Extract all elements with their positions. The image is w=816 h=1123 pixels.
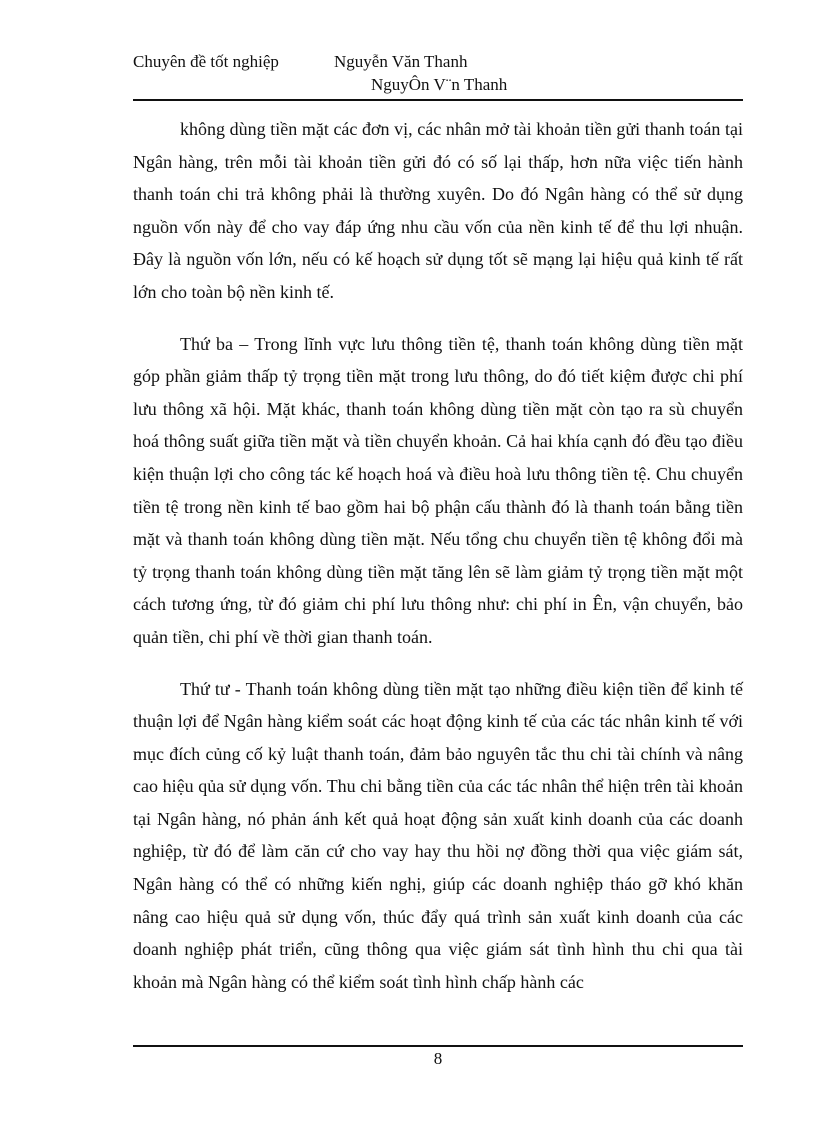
page-number: 8: [433, 1049, 443, 1068]
paragraph-thu-ba: Thứ ba – Trong lĩnh vực lưu thông tiền tệ, thanh toán không dùng tiền mặt góp phần giảm thấp tỷ trọng tiền mặt trong lưu thông, do đó tiết kiệm được chi phí lưu thông xã hội. Mặt khác, thanh toán không dùng tiền mặt còn tạo ra sù chuyển hoá thông suất giữa tiền mặt và tiền chuyển khoản. Cả hai khía cạnh đó đều tạo điều kiện thuận lợi cho công tác kế hoạch hoá và điều hoà lưu thông tiền tệ. Chu chuyển tiền tệ trong nền kinh tế bao gồm hai bộ phận cấu thành đó là thanh toán bằng tiền mặt và thanh toán không dùng tiền mặt. Nếu tổng chu chuyển tiền tệ không đổi mà tỷ trọng thanh toán không dùng tiền mặt tăng lên sẽ làm giảm tỷ trọng tiền mặt một cách tương ứng, từ đó giảm chi phí lưu thông như: chi phí in Ên, vận chuyển, bảo quản tiền, chi phí về thời gian thanh toán.: [133, 333, 743, 647]
document-title: Chuyên đề tốt nghiệp: [133, 52, 279, 71]
paragraph-thu-tu: Thứ tư - Thanh toán không dùng tiền mặt tạo những điều kiện tiền để kinh tế thuận lợi để Ngân hàng kiểm soát các hoạt động kinh tế của các tác nhân kinh tế với mục đích củng cố kỷ luật thanh toán, đảm bảo nguyên tắc thu chi tài chính và nâng cao hiệu qủa sử dụng vốn. Thu chi bằng tiền của các tác nhân thể hiện trên tài khoản tại Ngân hàng, nó phản ánh kết quả hoạt động sản xuất kinh doanh của các doanh nghiệp, từ đó để làm căn cứ cho vay hay thu hồi nợ đồng thời qua việc giám sát, Ngân hàng có thể có những kiến nghị, giúp các doanh nghiệp tháo gỡ khó khăn nâng cao hiệu quả sử dụng vốn, thúc đẩy quá trình sản xuất kinh doanh của các doanh nghiệp phát triển, cũng thông qua việc giám sát tình hình thu chi qua tài khoản mà Ngân hàng có thể kiểm soát tình hình chấp hành các: [133, 678, 743, 992]
page-header: [133, 52, 743, 100]
body-text: [133, 113, 743, 998]
author-name-legacy-encoding: NguyÔn V¨n Thanh: [371, 75, 508, 94]
header-divider: [133, 99, 743, 101]
paragraph-continuation: không dùng tiền mặt các đơn vị, các nhân mở tài khoản tiền gửi thanh toán tại Ngân hàng, trên mỗi tài khoản tiền gửi đó có số lại thấp, hơn nữa việc tiến hành thanh toán chi trả không phải là thường xuyên. Do đó Ngân hàng có thể sử dụng nguồn vốn này để cho vay đáp ứng nhu cầu vốn của nền kinh tế để thu lợi nhuận. Đây là nguồn vốn lớn, nếu có kế hoạch sử dụng tốt sẽ mạng lại hiệu quả kinh tế rất lớn cho toàn bộ nền kinh tế.: [133, 119, 743, 302]
author-name: Nguyễn Văn Thanh: [334, 52, 468, 71]
footer-divider: [133, 1045, 743, 1047]
